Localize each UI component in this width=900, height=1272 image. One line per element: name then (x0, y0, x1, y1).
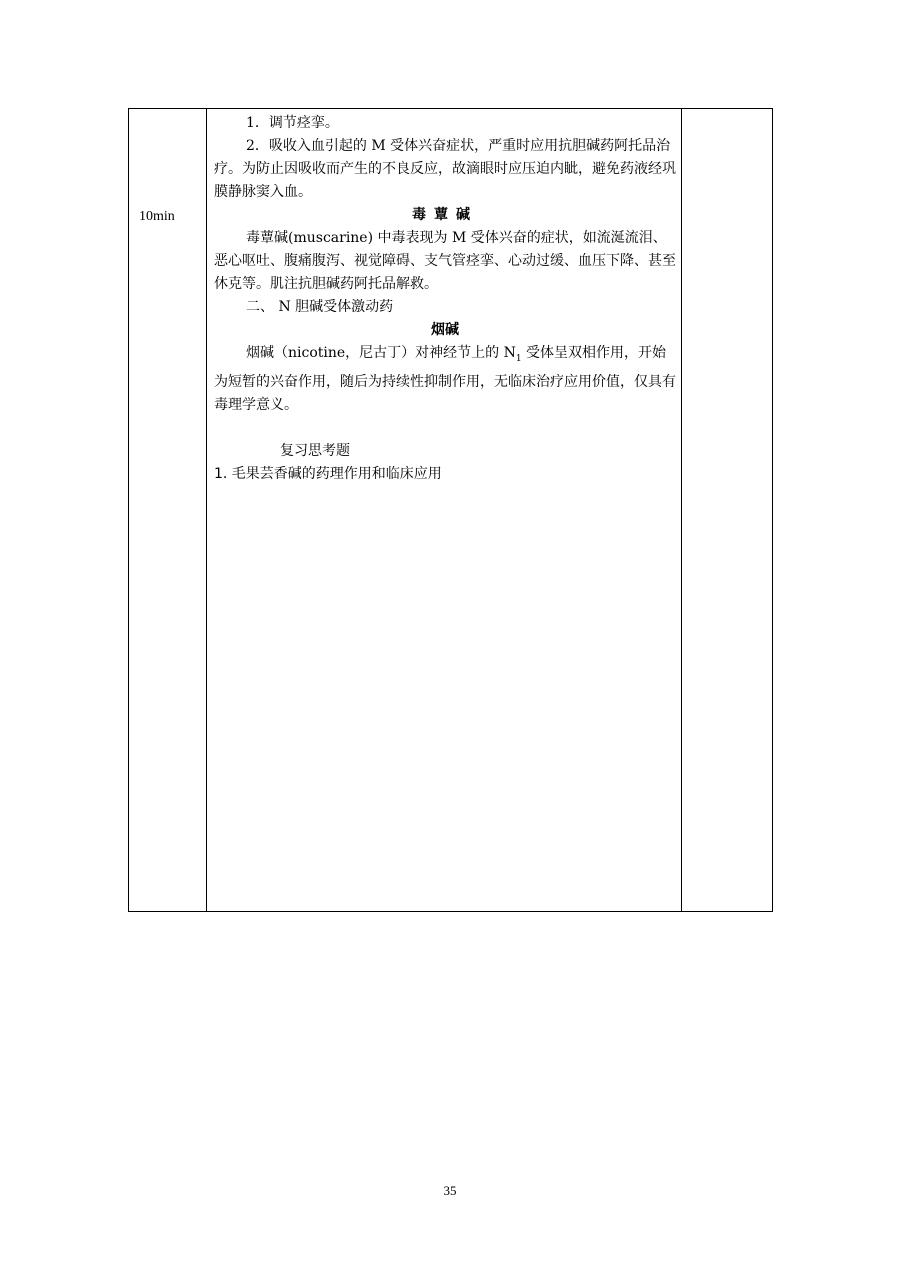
review-title: 复习思考题 (280, 442, 350, 459)
time-cell: 10min (139, 209, 175, 224)
review-question-1: 1. 毛果芸香碱的药理作用和临床应用 (214, 465, 442, 482)
nicotine-text-b: 受体呈双相作用，开始为短暂的兴奋作用，随后为持续性抑制作用，无临床治疗应用价值，仅具有毒理学意义。 (214, 345, 676, 413)
spacer (214, 417, 676, 440)
lesson-table (128, 108, 773, 912)
item-2: 2．吸收入血引起的 M 受体兴奋症状，严重时应用抗胆碱药阿托品治疗。为防止因吸收而产生的不良反应，故滴眼时应压迫内眦，避免药液经巩膜静脉窦入血。 (214, 138, 676, 200)
content-cell (214, 112, 676, 486)
column-divider-right (681, 109, 682, 911)
page-number: 35 (443, 1183, 457, 1198)
muscarine-heading: 毒蕈碱 (412, 207, 478, 223)
section-heading-n-agonists: 二、 N 胆碱受体激动药 (246, 299, 394, 315)
nicotine-paragraph (214, 342, 676, 417)
column-divider-left (206, 109, 207, 911)
nicotine-heading: 烟碱 (431, 322, 459, 338)
item-1: 1．调节痉挛。 (246, 115, 339, 131)
muscarine-paragraph: 毒蕈碱(muscarine) 中毒表现为 M 受体兴奋的症状，如流涎流泪、恶心呕吐、腹痛腹泻、视觉障碍、支气管痉挛、心动过缓、血压下降、甚至休克等。肌注抗胆碱药阿托品解救。 (214, 230, 676, 292)
nicotine-text-a: 烟碱（nicotine，尼古丁）对神经节上的 N (246, 345, 516, 361)
nicotine-subscript: 1 (515, 353, 522, 364)
